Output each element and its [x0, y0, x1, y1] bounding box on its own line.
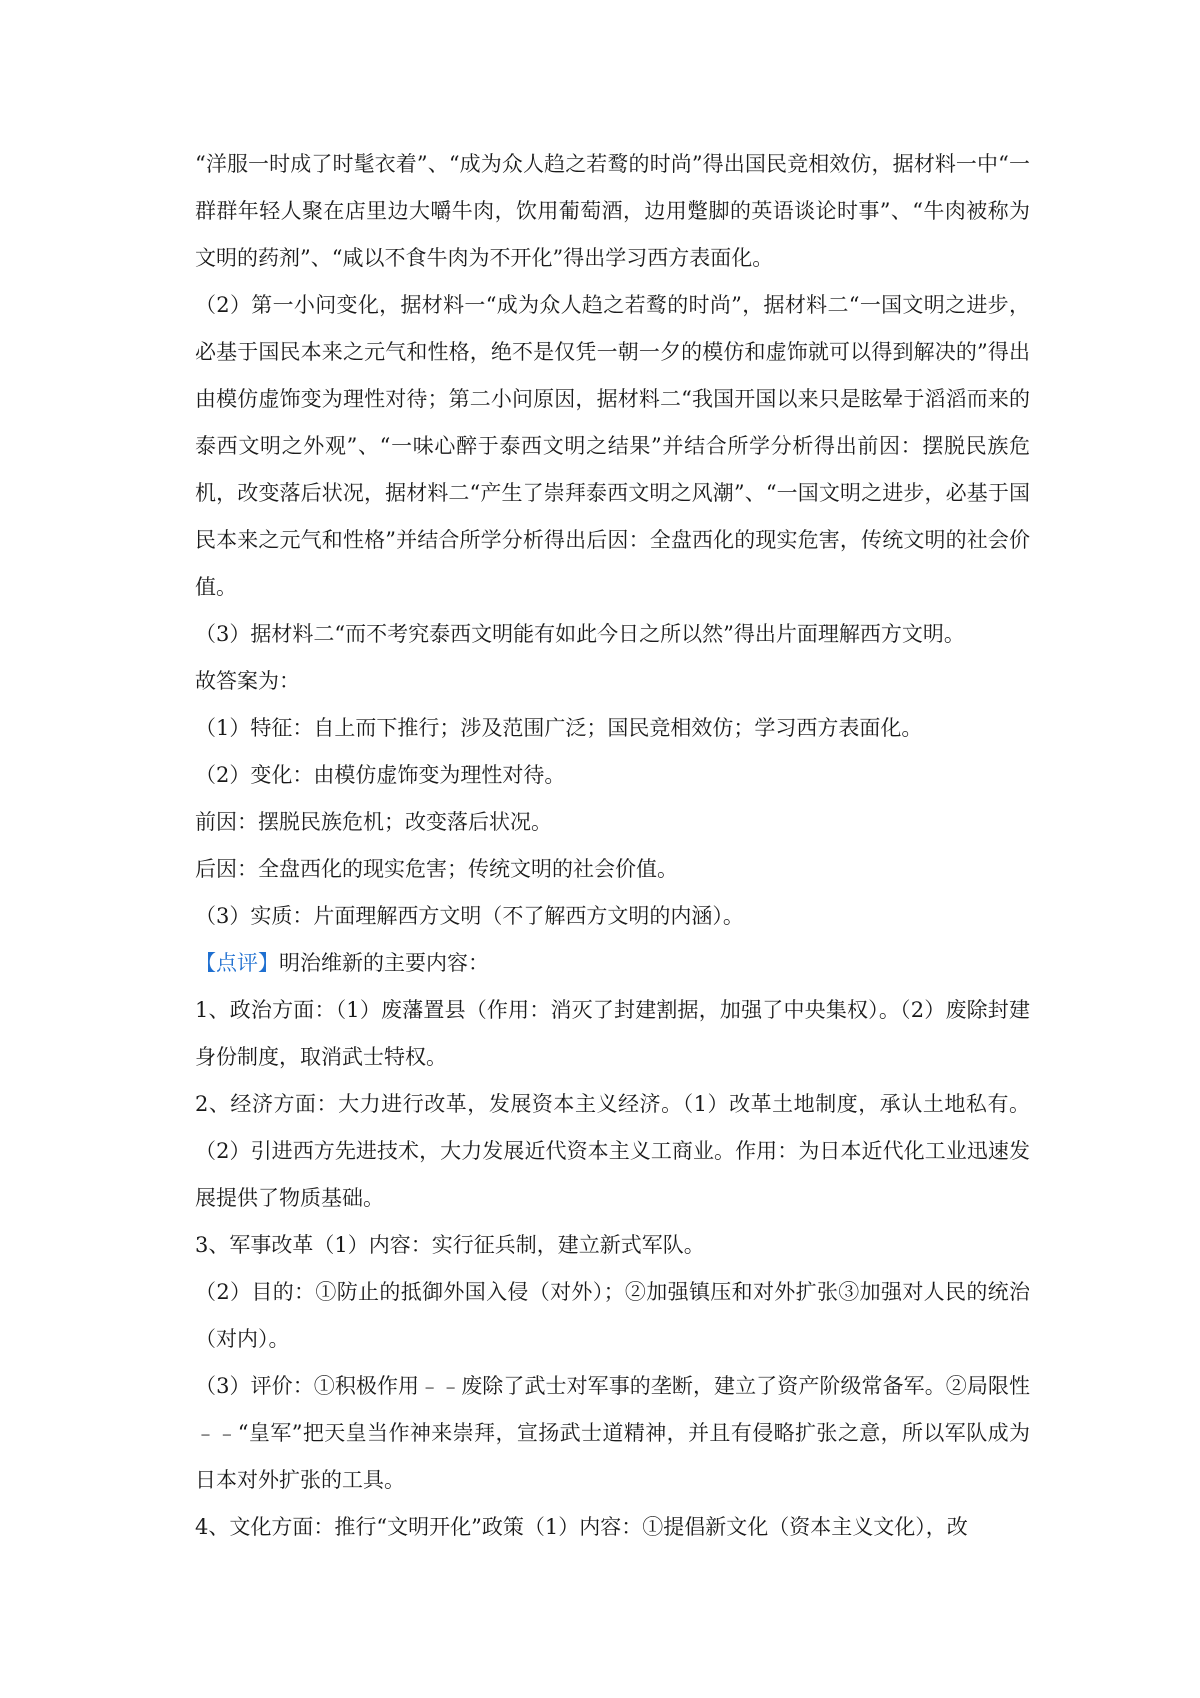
answer-explanation-body [195, 141, 1030, 1551]
paragraph-politics: 1、政治方面：（1）废藩置县（作用：消灭了封建割据，加强了中央集权）。（2）废除封建身份制度，取消武士特权。 [195, 998, 1030, 1069]
paragraph-answer-2: （2）变化：由模仿虚饰变为理性对待。 [195, 763, 566, 787]
paragraph-answer-heading: 故答案为： [195, 669, 300, 693]
paragraph-military-purpose: （2）目的：①防止的抵御外国入侵（对外）；②加强镇压和对外扩张③加强对人民的统治（对内）。 [195, 1280, 1030, 1351]
paragraph-answer-cause-front: 前因：摆脱民族危机；改变落后状况。 [195, 810, 552, 834]
comment-tag: 【点评】 [195, 951, 279, 975]
paragraph-economy: 2、经济方面：大力进行改革，发展资本主义经济。（1）改革土地制度，承认土地私有。（2）引进西方先进技术，大力发展近代资本主义工商业。作用：为日本近代化工业迅速发展提供了物质基础。 [195, 1092, 1030, 1210]
paragraph-answer-1: （1）特征：自上而下推行；涉及范围广泛；国民竞相效仿；学习西方表面化。 [195, 716, 923, 740]
comment-text: 明治维新的主要内容： [279, 951, 489, 975]
paragraph-military-evaluation: （3）评价：①积极作用﹣﹣废除了武士对军事的垄断，建立了资产阶级常备军。②局限性﹣﹣“皇军”把天皇当作神来崇拜，宣扬武士道精神，并且有侵略扩张之意，所以军队成为日本对外扩张的工具。 [195, 1374, 1030, 1492]
paragraph-military: 3、军事改革（1）内容：实行征兵制，建立新式军队。 [195, 1233, 705, 1257]
paragraph-analysis-3: （3）据材料二“而不考究泰西文明能有如此今日之所以然”得出片面理解西方文明。 [195, 622, 965, 646]
paragraph-analysis-1: “洋服一时成了时髦衣着”、“成为众人趋之若鹜的时尚”得出国民竞相效仿，据材料一中“一群群年轻人聚在店里边大嚼牛肉，饮用葡萄酒，边用蹩脚的英语谈论时事”、“牛肉被称为文明的药剂”、“咸以不食牛肉为不开化”得出学习西方表面化。 [195, 152, 1030, 270]
paragraph-analysis-2: （2）第一小问变化，据材料一“成为众人趋之若鹜的时尚”，据材料二“一国文明之进步，必基于国民本来之元气和性格，绝不是仅凭一朝一夕的模仿和虚饰就可以得到解决的”得出由模仿虚饰变为理性对待；第二小问原因，据材料二“我国开国以来只是眩晕于滔滔而来的泰西文明之外观”、“一味心醉于泰西文明之结果”并结合所学分析得出前因：摆脱民族危机，改变落后状况，据材料二“产生了崇拜泰西文明之风潮”、“一国文明之进步，必基于国民本来之元气和性格”并结合所学分析得出后因：全盘西化的现实危害，传统文明的社会价值。 [195, 293, 1030, 599]
paragraph-answer-3: （3）实质：片面理解西方文明（不了解西方文明的内涵）。 [195, 904, 744, 928]
paragraph-comment [195, 940, 1030, 987]
paragraph-answer-cause-later: 后因：全盘西化的现实危害；传统文明的社会价值。 [195, 857, 678, 881]
paragraph-culture: 4、文化方面：推行“文明开化”政策（1）内容：①提倡新文化（资本主义文化），改 [195, 1515, 968, 1539]
